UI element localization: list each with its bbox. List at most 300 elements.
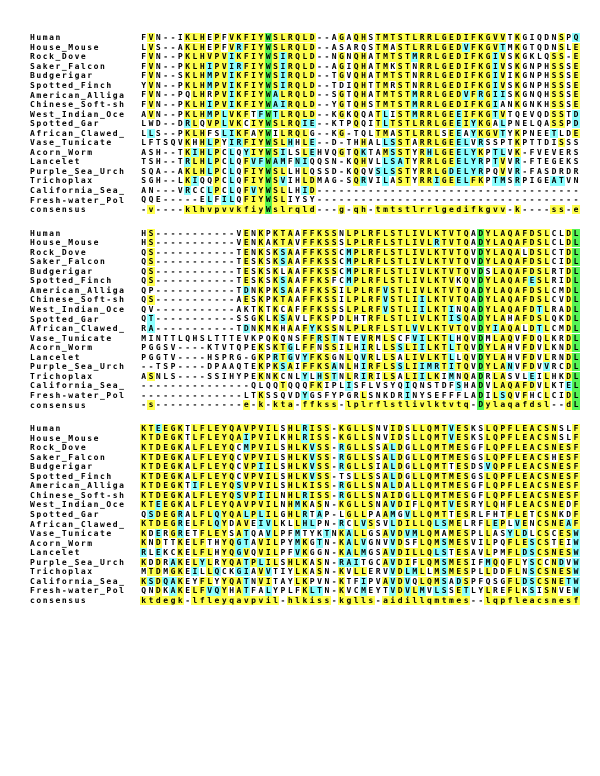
residue: L	[229, 147, 235, 157]
residue: Q	[199, 176, 205, 186]
residue: V	[258, 567, 264, 577]
residue: A	[383, 528, 388, 538]
residue: L	[544, 266, 550, 276]
residue: E	[456, 119, 462, 129]
residue: E	[558, 147, 564, 157]
residue: I	[507, 71, 513, 81]
residue: A	[514, 285, 520, 295]
residue: -	[265, 400, 271, 410]
residue: S	[507, 52, 513, 62]
residue: E	[500, 586, 506, 596]
residue: A	[236, 304, 242, 314]
residue: H	[551, 371, 557, 381]
residue: v	[207, 204, 213, 214]
residue: -	[163, 80, 169, 90]
residue: -	[163, 266, 169, 276]
residue: -	[163, 33, 169, 43]
residue: -	[185, 295, 191, 305]
residue: K	[185, 42, 191, 52]
residue: K	[478, 99, 484, 109]
alignment-row	[30, 195, 580, 205]
residue: T	[449, 462, 454, 472]
residue: V	[177, 185, 183, 195]
residue: I	[229, 71, 235, 81]
residue: F	[529, 147, 535, 157]
residue: -	[185, 304, 191, 314]
residue: -	[170, 285, 176, 295]
residue: Y	[485, 295, 491, 305]
residue: -	[390, 195, 396, 205]
residue: Q	[544, 52, 550, 62]
residue: L	[192, 586, 198, 596]
residue: G	[287, 352, 293, 362]
residue: L	[405, 323, 410, 333]
residue: T	[441, 343, 447, 353]
residue: g	[170, 595, 176, 605]
residue: K	[185, 128, 191, 138]
residue: -	[397, 185, 403, 195]
residue: F	[507, 481, 513, 491]
residue: F	[471, 109, 476, 119]
residue: T	[236, 285, 242, 295]
residue: A	[331, 362, 337, 372]
residue: A	[529, 471, 535, 481]
residue: L	[529, 528, 535, 538]
residue: t	[456, 400, 462, 410]
residue: L	[427, 276, 432, 286]
residue: L	[514, 576, 520, 586]
residue: I	[280, 147, 286, 157]
residue: Y	[471, 157, 476, 167]
residue: K	[185, 138, 191, 148]
residue: T	[148, 481, 154, 491]
residue: K	[273, 266, 278, 276]
residue: R	[427, 52, 432, 62]
residue: P	[251, 500, 256, 510]
residue: T	[155, 362, 161, 372]
residue: K	[251, 333, 256, 343]
residue: V	[148, 33, 154, 43]
residue: L	[273, 557, 278, 567]
residue: H	[214, 548, 220, 558]
residue: I	[177, 33, 183, 43]
species-name: California_Sea_	[30, 381, 126, 391]
residue: I	[309, 423, 315, 433]
residue: L	[243, 509, 249, 519]
residue: F	[309, 304, 315, 314]
alignment-row	[30, 257, 580, 267]
species-name: Chinese_Soft-sh	[30, 490, 126, 500]
residue: K	[185, 33, 191, 43]
residue: N	[155, 99, 161, 109]
residue: S	[566, 61, 572, 71]
residue: V	[514, 362, 520, 372]
residue: F	[207, 128, 213, 138]
residue: D	[529, 343, 535, 353]
residue: S	[566, 443, 572, 452]
residue: Y	[221, 462, 227, 472]
residue: G	[485, 128, 491, 138]
residue: h	[287, 595, 293, 605]
residue: I	[192, 481, 198, 491]
residue: R	[229, 352, 235, 362]
residue: -	[163, 128, 169, 138]
residue: -	[324, 195, 330, 205]
residue: e	[449, 204, 454, 214]
residue: D	[243, 323, 249, 333]
residue: D	[529, 381, 535, 391]
residue: L	[434, 548, 440, 558]
residue: -	[324, 109, 330, 119]
residue: S	[390, 138, 396, 148]
residue: G	[280, 509, 286, 519]
residue: Q	[353, 352, 359, 362]
residue: V	[368, 166, 374, 176]
residue: P	[353, 247, 359, 257]
residue: S	[441, 586, 447, 596]
residue: Q	[463, 247, 469, 257]
residue: L	[221, 128, 227, 138]
residue: L	[361, 423, 366, 433]
residue: Y	[478, 500, 484, 510]
residue: L	[295, 519, 300, 529]
residue: F	[287, 528, 293, 538]
residue: T	[280, 381, 286, 391]
residue: H	[287, 138, 293, 148]
residue: E	[456, 490, 462, 500]
residue: L	[361, 509, 366, 519]
residue: S	[317, 500, 322, 510]
residue: L	[485, 443, 491, 452]
residue: Y	[309, 528, 315, 538]
residue: T	[346, 333, 352, 343]
residue: E	[449, 99, 454, 109]
residue: V	[258, 576, 264, 586]
residue: T	[493, 176, 498, 186]
alignment-row	[30, 362, 580, 372]
residue: -	[221, 400, 227, 410]
residue: F	[141, 90, 147, 100]
residue: M	[207, 80, 213, 90]
residue: T	[397, 238, 403, 248]
residue: A	[514, 266, 520, 276]
residue: Y	[302, 390, 308, 400]
species-name: Fresh-water_Pol	[30, 195, 126, 205]
residue: -	[192, 195, 198, 205]
residue: V	[536, 362, 542, 372]
residue: C	[551, 228, 557, 238]
residue: -	[199, 304, 205, 314]
residue: K	[361, 147, 366, 157]
residue: -	[471, 195, 476, 205]
residue: -	[185, 390, 191, 400]
residue: D	[177, 119, 183, 129]
residue: -	[177, 228, 183, 238]
residue: L	[514, 528, 520, 538]
residue: L	[295, 452, 300, 462]
residue: T	[456, 257, 462, 267]
residue: E	[456, 462, 462, 472]
residue: R	[551, 304, 557, 314]
residue: F	[199, 462, 205, 472]
residue: H	[287, 509, 293, 519]
residue: Q	[493, 481, 498, 491]
residue: L	[478, 528, 484, 538]
residue: S	[324, 481, 330, 491]
residue: N	[529, 99, 535, 109]
residue: F	[243, 52, 249, 62]
residue: S	[463, 490, 469, 500]
residue: s	[390, 400, 396, 410]
residue: -	[229, 228, 235, 238]
residue: F	[412, 500, 418, 510]
residue: S	[397, 119, 403, 129]
residue: F	[309, 381, 315, 391]
residue: D	[566, 295, 572, 305]
residue: E	[163, 462, 169, 472]
residue: Q	[214, 509, 220, 519]
residue: I	[361, 576, 366, 586]
residue: S	[544, 567, 550, 577]
residue: -	[163, 90, 169, 100]
residue: S	[273, 71, 278, 81]
residue: A	[390, 128, 396, 138]
residue: F	[449, 390, 454, 400]
residue: F	[243, 166, 249, 176]
residue: E	[163, 500, 169, 510]
residue: M	[295, 500, 300, 510]
residue: L	[573, 371, 579, 381]
residue: S	[375, 548, 381, 558]
residue: A	[500, 257, 506, 267]
residue: I	[449, 304, 454, 314]
residue: V	[419, 276, 425, 286]
residue: I	[419, 304, 425, 314]
residue: -	[339, 185, 344, 195]
residue: F	[375, 295, 381, 305]
residue: F	[302, 257, 308, 267]
residue: C	[536, 528, 542, 538]
residue: T	[441, 323, 447, 333]
residue: -	[536, 185, 542, 195]
residue: D	[397, 471, 403, 481]
residue: -	[500, 185, 506, 195]
residue: E	[456, 538, 462, 548]
residue: L	[177, 176, 183, 186]
residue: V	[500, 166, 506, 176]
residue: T	[309, 509, 315, 519]
residue: L	[463, 147, 469, 157]
residue: L	[405, 285, 410, 295]
residue: R	[287, 33, 293, 43]
residue: S	[463, 471, 469, 481]
residue: I	[280, 99, 286, 109]
residue: G	[236, 352, 242, 362]
residue: K	[258, 247, 264, 257]
alignment-row	[30, 586, 580, 596]
residue: T	[405, 157, 410, 167]
residue: -	[456, 195, 462, 205]
residue: k	[185, 204, 191, 214]
residue: K	[558, 371, 564, 381]
residue: T	[441, 433, 447, 443]
residue: C	[221, 157, 227, 167]
residue: L	[141, 119, 147, 129]
residue: R	[368, 266, 374, 276]
residue: L	[192, 99, 198, 109]
residue: D	[478, 333, 484, 343]
residue: Q	[427, 528, 432, 538]
residue: L	[295, 481, 300, 491]
residue: E	[163, 443, 169, 452]
residue: -	[471, 185, 476, 195]
residue: V	[419, 314, 425, 324]
residue: L	[192, 557, 198, 567]
residue: T	[148, 500, 154, 510]
residue: S	[177, 71, 183, 81]
residue: I	[412, 228, 418, 238]
residue: S	[368, 99, 374, 109]
residue: S	[478, 452, 484, 462]
residue: V	[471, 538, 476, 548]
residue: L	[493, 257, 498, 267]
residue: I	[493, 52, 498, 62]
residue: -	[192, 314, 198, 324]
residue: S	[456, 314, 462, 324]
residue: V	[361, 333, 366, 343]
residue: P	[251, 490, 256, 500]
residue: I	[375, 176, 381, 186]
residue: K	[236, 71, 242, 81]
residue: S	[324, 228, 330, 238]
residue: S	[148, 371, 154, 381]
residue: L	[383, 109, 388, 119]
residue: I	[295, 362, 300, 372]
residue: L	[419, 490, 425, 500]
residue: A	[514, 304, 520, 314]
residue: L	[207, 138, 213, 148]
residue: H	[317, 147, 322, 157]
residue: R	[339, 490, 344, 500]
residue-sequence	[140, 43, 580, 52]
residue: L	[478, 567, 484, 577]
residue: E	[214, 471, 220, 481]
residue: V	[449, 238, 454, 248]
residue: S	[566, 567, 572, 577]
residue: L	[192, 452, 198, 462]
residue: L	[493, 333, 498, 343]
residue: K	[317, 528, 322, 538]
residue: -	[529, 185, 535, 195]
residue: D	[390, 390, 396, 400]
residue: V	[507, 147, 513, 157]
residue: P	[500, 423, 506, 433]
residue: H	[544, 99, 550, 109]
residue: A	[500, 228, 506, 238]
residue: M	[383, 147, 388, 157]
residue: T	[441, 443, 447, 452]
residue: D	[155, 538, 161, 548]
residue: L	[544, 276, 550, 286]
residue: S	[331, 247, 337, 257]
residue: N	[339, 362, 344, 372]
residue: Q	[353, 157, 359, 167]
residue: S	[390, 276, 396, 286]
residue: V	[383, 519, 388, 529]
residue: M	[449, 528, 454, 538]
residue: S	[317, 490, 322, 500]
residue: F	[331, 276, 337, 286]
residue: S	[324, 371, 330, 381]
residue: C	[280, 304, 286, 314]
residue: M	[434, 557, 440, 567]
residue: A	[287, 295, 293, 305]
residue: F	[522, 314, 528, 324]
residue: N	[375, 390, 381, 400]
residue: T	[339, 471, 344, 481]
residue: -	[221, 266, 227, 276]
residue: E	[558, 157, 564, 167]
residue: -	[170, 80, 176, 90]
residue: Q	[493, 462, 498, 472]
residue: T	[163, 538, 169, 548]
residue: -	[243, 381, 249, 391]
residue: L	[273, 481, 278, 491]
residue: -	[324, 42, 330, 52]
residue: k	[339, 595, 344, 605]
residue: A	[236, 423, 242, 433]
residue: -	[170, 52, 176, 62]
residue: S	[280, 481, 286, 491]
residue: H	[456, 333, 462, 343]
residue: -	[170, 228, 176, 238]
residue: S	[317, 423, 322, 433]
residue: D	[566, 362, 572, 372]
residue: D	[478, 371, 484, 381]
residue: H	[317, 371, 322, 381]
residue: F	[522, 238, 528, 248]
residue: I	[485, 390, 491, 400]
residue: M	[419, 586, 425, 596]
residue: -	[199, 228, 205, 238]
residue: K	[302, 548, 308, 558]
residue: A	[309, 500, 315, 510]
residue: S	[566, 490, 572, 500]
residue: -	[199, 314, 205, 324]
residue: E	[522, 109, 528, 119]
residue: V	[463, 42, 469, 52]
residue: M	[500, 548, 506, 558]
residue: K	[346, 166, 352, 176]
residue: -	[177, 238, 183, 248]
residue: P	[471, 567, 476, 577]
residue: -	[163, 247, 169, 257]
residue: W	[265, 109, 271, 119]
residue: L	[346, 285, 352, 295]
residue: v	[258, 595, 264, 605]
residue: -	[221, 295, 227, 305]
residue: L	[544, 381, 550, 391]
residue: F	[309, 266, 315, 276]
residue: L	[493, 228, 498, 238]
residue: F	[573, 481, 579, 491]
residue: -	[155, 295, 161, 305]
residue: S	[463, 481, 469, 491]
residue: -	[177, 400, 183, 410]
residue: h	[199, 204, 205, 214]
residue: T	[397, 323, 403, 333]
residue: G	[309, 128, 315, 138]
